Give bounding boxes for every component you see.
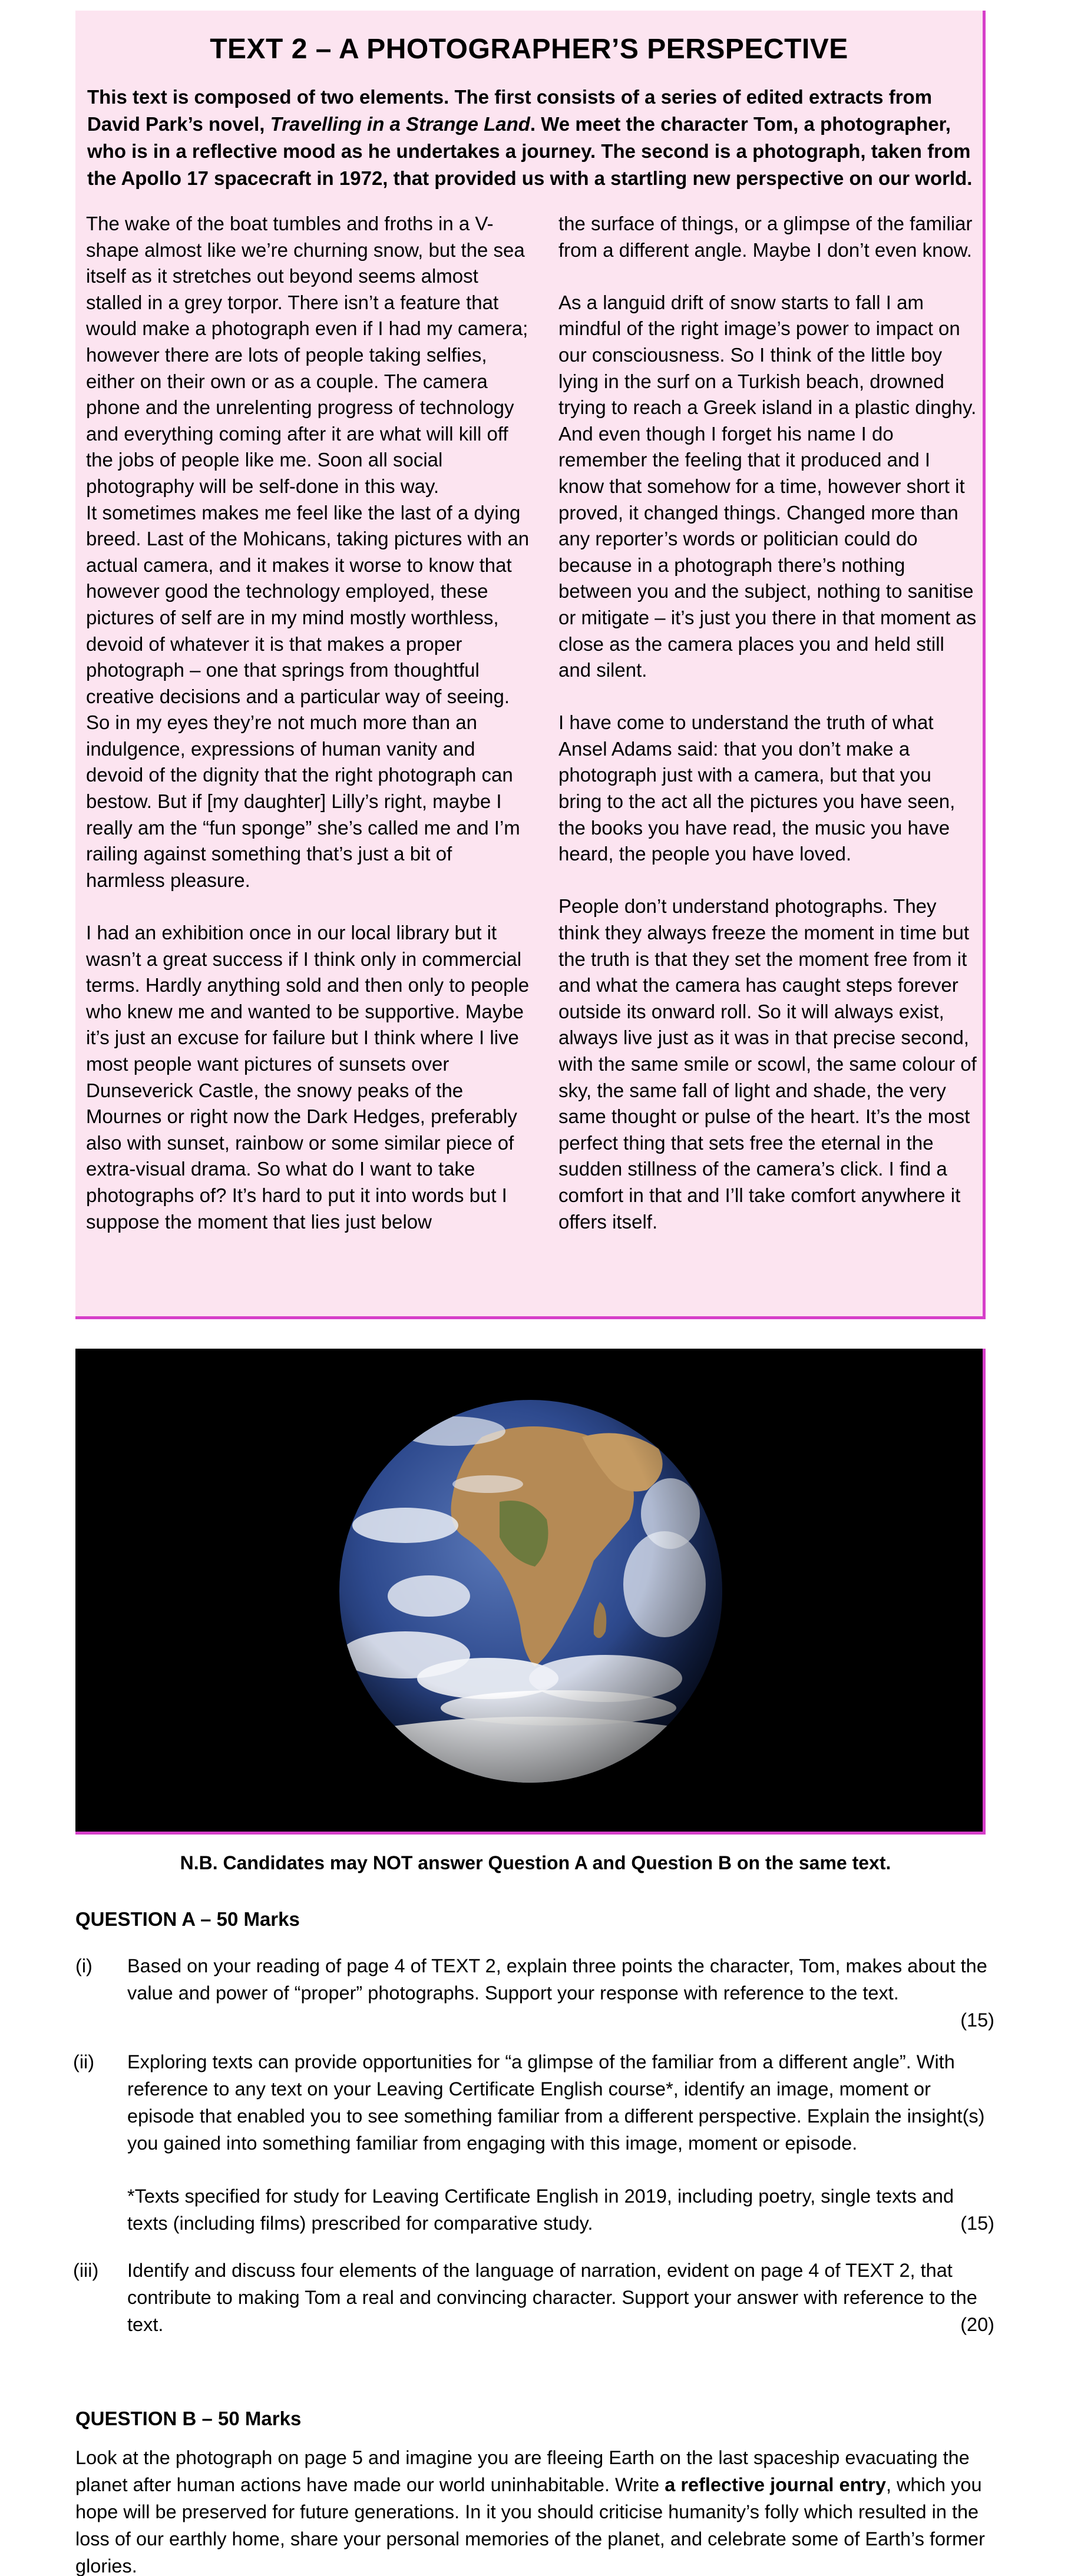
- question-text: Based on your reading of page 4 of TEXT 2, explain three points the character, Tom, makes about the value and power of “proper” photographs. Support your response with reference to the text.: [127, 1955, 987, 2004]
- extract-left-column: [86, 211, 534, 1261]
- marks-label: (15): [960, 2213, 994, 2234]
- extract-paragraph: People don’t understand photographs. They think they always freeze the moment in time but the truth is that they set the moment free from it and what the camera has caught steps forever outside its onward roll. So it will always exist, always live just as it was in that precise second, with the same smile or scowl, the same colour of sky, the same fall of light and shade, the very same thought or pulse of the heart. It’s the most perfect thing that sets free the eternal in the sudden stillness of the camera’s click. I find a comfort in that and I’ll take comfort anywhere it offers itself.: [558, 895, 977, 1233]
- text-2-panel: [75, 11, 986, 1319]
- extract-paragraph: I have come to understand the truth of what Ansel Adams said: that you don’t make a photograph just with a camera, but that you bring to the act all the pictures you have seen, the books you have read, the music you have heard, the people you have loved.: [558, 711, 956, 865]
- page-title: TEXT 2 – A PHOTOGRAPHER’S PERSPECTIVE: [210, 34, 848, 65]
- intro-part-2: . We meet the character Tom, a photographer, who is in a reflective mood as he undertakes a journey. The second is a photograph, taken from the Apollo 17 spacecraft in 1972, that provided us with a startling new perspective on our world.: [87, 113, 973, 189]
- question-number: (i): [75, 1955, 92, 1976]
- texts-footnote: *Texts specified for study for Leaving Certificate English in 2019, including poetry, single texts and texts (including films) prescribed for comparative study.: [127, 2186, 954, 2234]
- extract-paragraph: The wake of the boat tumbles and froths in a V-shape almost like we’re churning snow, but the sea itself as it stretches out beyond seems almost stalled in a grey torpor. There isn’t a feature that would make a photograph even if I had my camera; however there are lots of people taking selfies, either on their own or as a couple. The camera phone and the unrelenting progress of technology and everything coming after it are what will kill off the jobs of people like me. Soon all social photography will be self-done in this way.: [86, 213, 528, 497]
- marks-label: (20): [960, 2314, 994, 2335]
- extract-paragraph: I had an exhibition once in our local library but it wasn’t a great success if I think only in commercial terms. Hardly anything sold and then only to people who knew me and wanted to be supportive. Maybe it’s just an excuse for failure but I think where I live most people want pictures of sunsets over Dunseverick Castle, the snowy peaks of the Mournes or right now the Dark Hedges, preferably also with sunset, rainbow or some similar piece of extra-visual drama. So what do I want to take photographs of? It’s hard to put it into words but I suppose the moment that lies just below: [86, 922, 530, 1233]
- question-number: (ii): [73, 2051, 95, 2072]
- question-text: Exploring texts can provide opportunities for “a glimpse of the familiar from a different angle”. With reference to any text on your Leaving Certificate English course*, identify an image, moment or episode that enabled you to see something familiar from a different perspective. Explain the insight(s) you gained into something familiar from engaging with this image, moment or episode.: [127, 2051, 985, 2154]
- question-b-heading: QUESTION B – 50 Marks: [75, 2408, 302, 2429]
- novel-title: Travelling in a Strange Land: [270, 113, 530, 135]
- extract-right-column: [558, 211, 980, 1261]
- extract-paragraph: It sometimes makes me feel like the last of a dying breed. Last of the Mohicans, taking pictures with an actual camera, and it makes it worse to know that however good the technology employed, these pictures of self are in my mind mostly worthless, devoid of whatever it is that makes a proper photograph – one that springs from thoughtful creative decisions and a particular way of seeing. So in my eyes they’re not much more than an indulgence, expressions of human vanity and devoid of the dignity that the right photograph can bestow. But if [my daughter] Lilly’s right, maybe I really am the “fun sponge” she’s called me and I’m railing against something that’s just a bit of harmless pleasure.: [86, 501, 530, 891]
- question-text: Identify and discuss four elements of the language of narration, evident on page 4 of TEXT 2, that contribute to making Tom a real and convincing character. Support your answer with reference to the text.: [127, 2260, 977, 2335]
- question-b-part-1: Look at the photograph on page 5 and imagine you are fleeing Earth on the last spaceship evacuating the planet after human actions have made our world uninhabitable. Write: [75, 2447, 970, 2495]
- extract-paragraph: As a languid drift of snow starts to fall I am mindful of the right image’s power to impact on our consciousness. So I think of the little boy lying in the surf on a Turkish beach, drowned trying to reach a Greek island in a plastic dinghy. And even though I forget his name I do remember the feeling that it produced and I know that somehow for a time, however short it proved, it changed things. Changed more than any reporter’s words or politician could do because in a photograph there’s nothing between you and the subject, nothing to sanitise or mitigate – it’s just you there in that moment as close as the camera places you and held still and silent.: [558, 291, 977, 681]
- marks-label: (15): [960, 2009, 994, 2031]
- question-b-text: [75, 2444, 994, 2576]
- earth-photograph: [75, 1349, 986, 1835]
- intro-paragraph: [87, 84, 974, 192]
- question-b-part-2: , which you hope will be preserved for future generations. In it you should criticise humanity’s folly which resulted in the loss of our earthly home, share your personal memories of the planet, and celebrate some of Earth’s former glories.: [75, 2474, 985, 2576]
- extract-paragraph: the surface of things, or a glimpse of the familiar from a different angle. Maybe I don’t even know.: [558, 213, 973, 261]
- earth-globe-image: [75, 1349, 986, 1835]
- intro-part-1: This text is composed of two elements. The first consists of a series of edited extracts from David Park’s novel,: [87, 86, 933, 135]
- question-b-task: a reflective journal entry: [665, 2474, 886, 2495]
- question-number: (iii): [73, 2260, 99, 2281]
- nb-instruction: N.B. Candidates may NOT answer Question A and Question B on the same text.: [180, 1852, 891, 1873]
- question-a-heading: QUESTION A – 50 Marks: [75, 1908, 300, 1930]
